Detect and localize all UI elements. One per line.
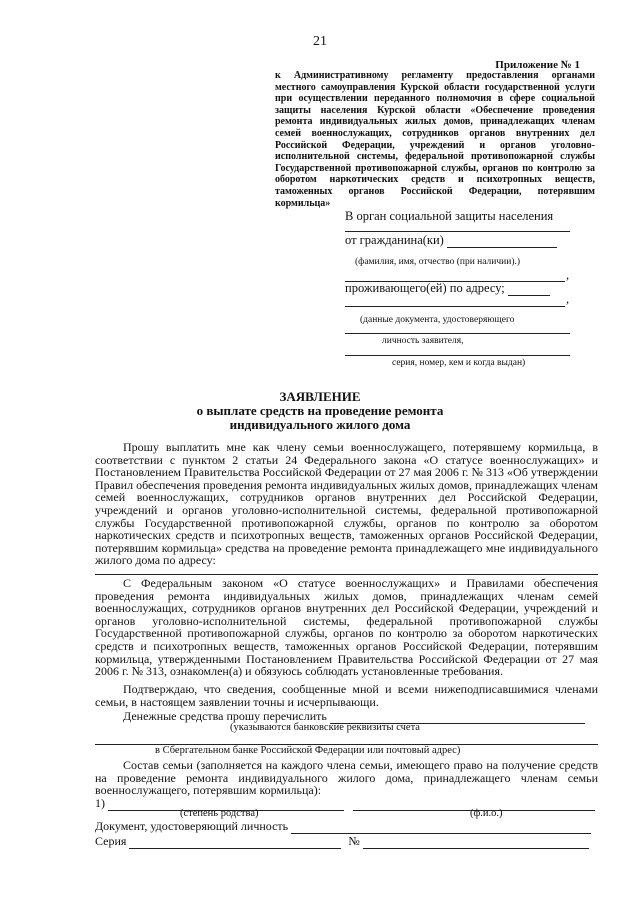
id-doc-field[interactable] bbox=[291, 821, 591, 834]
from-field[interactable] bbox=[447, 235, 557, 248]
fio-short-caption: (ф.и.о.) bbox=[470, 808, 503, 819]
series-row bbox=[95, 834, 589, 849]
transfer-label: Денежные средства прошу перечислить bbox=[123, 709, 327, 723]
doc-subtitle-1: о выплате средств на проведение ремонта bbox=[196, 403, 444, 418]
from-row bbox=[345, 233, 557, 248]
paragraph-confirm: Подтверждаю, что сведения, сообщенные мной и всеми нижеподписавшимися членами семьи, в настоящем заявлении точны и исчерпывающи. bbox=[95, 682, 598, 709]
residing-label: проживающего(ей) по адресу; bbox=[345, 281, 505, 295]
from-label: от гражданина(ки) bbox=[345, 233, 444, 247]
page-number: 21 bbox=[313, 34, 327, 49]
bank-caption-2: в Сбергательном банке Российской Федерации или почтовый адрес) bbox=[155, 745, 461, 756]
address-field-line[interactable] bbox=[95, 574, 598, 575]
paragraph-acknowledge: С Федеральным законом «О статусе военнослужащих» и Правилами обеспечения проведения ремонта индивидуальных жилых домов, принадлежащих членам семей военнослужащих, сотрудников органов внутренних дел Российской Федерации, учреждений и органов уголовно-исполнительной системы, федеральной противопожарной службы Государственной противопожарной службы, органов по контролю за оборотом наркотических средств и психотропных веществ, таможенных органов Российской Федерации, потерявшим кормильца, утвержденными Постановлением Правительства Российской Федерации от 27 мая 2006 г. № 313, ознакомлен(а) и обязуюсь соблюдать установленные требования. bbox=[95, 576, 598, 679]
number-field[interactable] bbox=[363, 836, 589, 849]
bank-caption: (указываются банковские реквизиты счета bbox=[230, 722, 420, 733]
item-number: 1) bbox=[95, 796, 105, 810]
residing-row bbox=[345, 281, 550, 296]
line-field-4[interactable] bbox=[345, 355, 570, 356]
fio-caption: (фамилия, имя, отчество (при наличии).) bbox=[355, 257, 521, 267]
id-doc-label: Документ, удостоверяющий личность bbox=[95, 819, 289, 833]
comma-1: , bbox=[566, 268, 570, 282]
addressee-to: В орган социальной защиты населения bbox=[345, 209, 554, 223]
series-caption: серия, номер, кем и когда выдан) bbox=[392, 358, 526, 368]
comma-2: , bbox=[566, 292, 570, 306]
addressee-to-rule[interactable] bbox=[345, 231, 570, 232]
series-label: Серия bbox=[95, 834, 127, 848]
doc-subtitle-2: индивидуального жилого дома bbox=[229, 417, 411, 432]
kinship-caption: (степень родства) bbox=[180, 808, 259, 819]
paragraph-request: Прошу выплатить мне как члену семьи военнослужащего, потерявшему кормильца, в соответствии с пунктом 2 статьи 24 Федерального закона «О статусе военнослужащих» и Постановлением Правительства Российской Федерации от 27 мая 2006 г. № 313 «Об утверждении Правил обеспечения проведения ремонта индивидуальных жилых домов, принадлежащих членам семей военнослужащих, сотрудников органов внутренних дел Российской Федерации, учреждений и органов уголовно-исполнительной системы, федеральной противопожарной службы Государственной противопожарной службы, органов по контролю за оборотом наркотических средств и психотропных веществ, таможенных органов Российской Федерации, потерявшим кормильца» средства на проведение ремонта принадлежащего мне индивидуального жилого дома по адресу: bbox=[95, 440, 598, 568]
doc-caption: (данные документа, удостоверяющего bbox=[360, 315, 515, 325]
id-doc-row bbox=[95, 819, 591, 834]
doc-title: ЗАЯВЛЕНИЕ bbox=[279, 389, 361, 404]
appendix-text: к Административному регламенту предоставления органами местного самоуправления Курской области государственной услуги при осуществлении переданного полномочия в сфере социальной защиты населения Курской области «Обеспечение проведения ремонта индивидуальных жилых домов, принадлежащих членам семей военнослужащих, сотрудников органов внутренних дел Российской Федерации, учреждений и органов уголовно-исполнительной системы, федеральной противопожарной службы Государственной противопожарной службы, органов по контролю за оборотом наркотических средств и психотропных веществ, таможенных органов Российской Федерации, потерявшим кормильца» bbox=[275, 70, 595, 209]
line-field-3[interactable] bbox=[345, 333, 570, 334]
series-field[interactable] bbox=[129, 836, 341, 849]
number-sign: № bbox=[348, 834, 360, 848]
residing-field[interactable] bbox=[508, 283, 550, 296]
identity-caption: личность заявителя, bbox=[382, 336, 464, 346]
family-member-row bbox=[95, 796, 595, 811]
paragraph-family: Состав семьи (заполняется на каждого члена семьи, имеющего право на получение средств на проведение ремонта индивидуального жилого дома, принадлежащего членам семьи военнослужащего, потерявшим кормильца): bbox=[95, 758, 598, 798]
appendix-title: Приложение № 1 bbox=[495, 59, 580, 71]
line-field-2[interactable] bbox=[345, 306, 565, 307]
